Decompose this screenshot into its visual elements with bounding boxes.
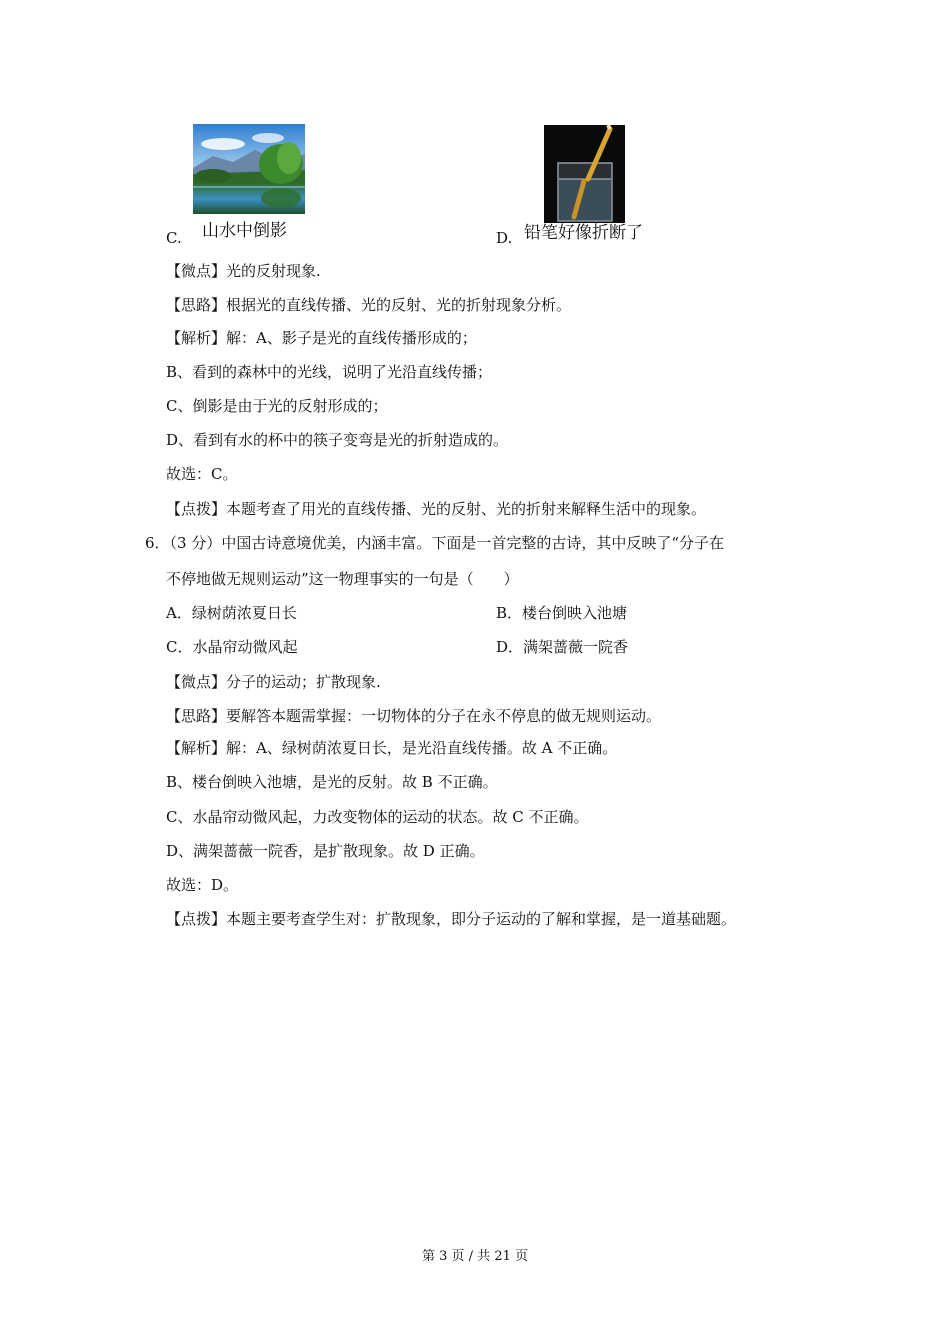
q5-weidian: 【微点】光的反射现象. [166,262,321,280]
lake-reflection-image [193,124,305,214]
q5-jiexi-b: B、看到的森林中的光线，说明了光沿直线传播； [166,363,493,381]
q6-stem-line1: 6．（3 分）中国古诗意境优美，内涵丰富。下面是一首完整的古诗，其中反映了“分子在 [145,534,725,552]
q6-option-c: C．水晶帘动微风起 [166,638,298,656]
q6-answer: 故选：D。 [166,876,239,894]
option-d-label: D. [496,229,513,247]
q6-jiexi-c: C、水晶帘动微风起，力改变物体的运动的状态。故 C 不正确。 [166,808,589,826]
q5-jiexi-c: C、倒影是由于光的反射形成的； [166,397,388,415]
q5-answer: 故选：C。 [166,465,238,483]
q6-jiexi-a: 【解析】解：A、绿树荫浓夏日长，是光沿直线传播。故 A 不正确。 [166,739,618,757]
q6-weidian: 【微点】分子的运动；扩散现象. [166,673,381,691]
option-d-caption: 铅笔好像折断了 [524,223,643,243]
q6-option-b: B．楼台倒映入池塘 [496,604,628,622]
q6-jiexi-b: B、楼台倒映入池塘，是光的反射。故 B 不正确。 [166,773,498,791]
q6-option-a: A．绿树荫浓夏日长 [166,604,297,622]
page-number-footer: 第 3 页 / 共 21 页 [422,1249,528,1264]
q5-silu: 【思路】根据光的直线传播、光的反射、光的折射现象分析。 [166,296,572,314]
q5-jiexi-a: 【解析】解：A、影子是光的直线传播形成的； [166,329,477,347]
option-c-label: C. [166,229,182,247]
q6-stem-line2: 不停地做无规则运动”这一物理事实的一句是（ ） [166,570,519,588]
q5-jiexi-d: D、看到有水的杯中的筷子变弯是光的折射造成的。 [166,431,509,449]
q6-dianbo: 【点拨】本题主要考查学生对：扩散现象，即分子运动的了解和掌握，是一道基础题。 [166,910,737,928]
q6-jiexi-d: D、满架蔷薇一院香，是扩散现象。故 D 正确。 [166,842,485,860]
option-c-caption: 山水中倒影 [202,221,287,241]
q6-silu: 【思路】要解答本题需掌握：一切物体的分子在永不停息的做无规则运动。 [166,707,662,725]
q6-option-d: D．满架蔷薇一院香 [496,638,629,656]
pencil-in-glass-image [544,125,625,223]
q5-dianbo: 【点拨】本题考查了用光的直线传播、光的反射、光的折射来解释生活中的现象。 [166,500,707,518]
